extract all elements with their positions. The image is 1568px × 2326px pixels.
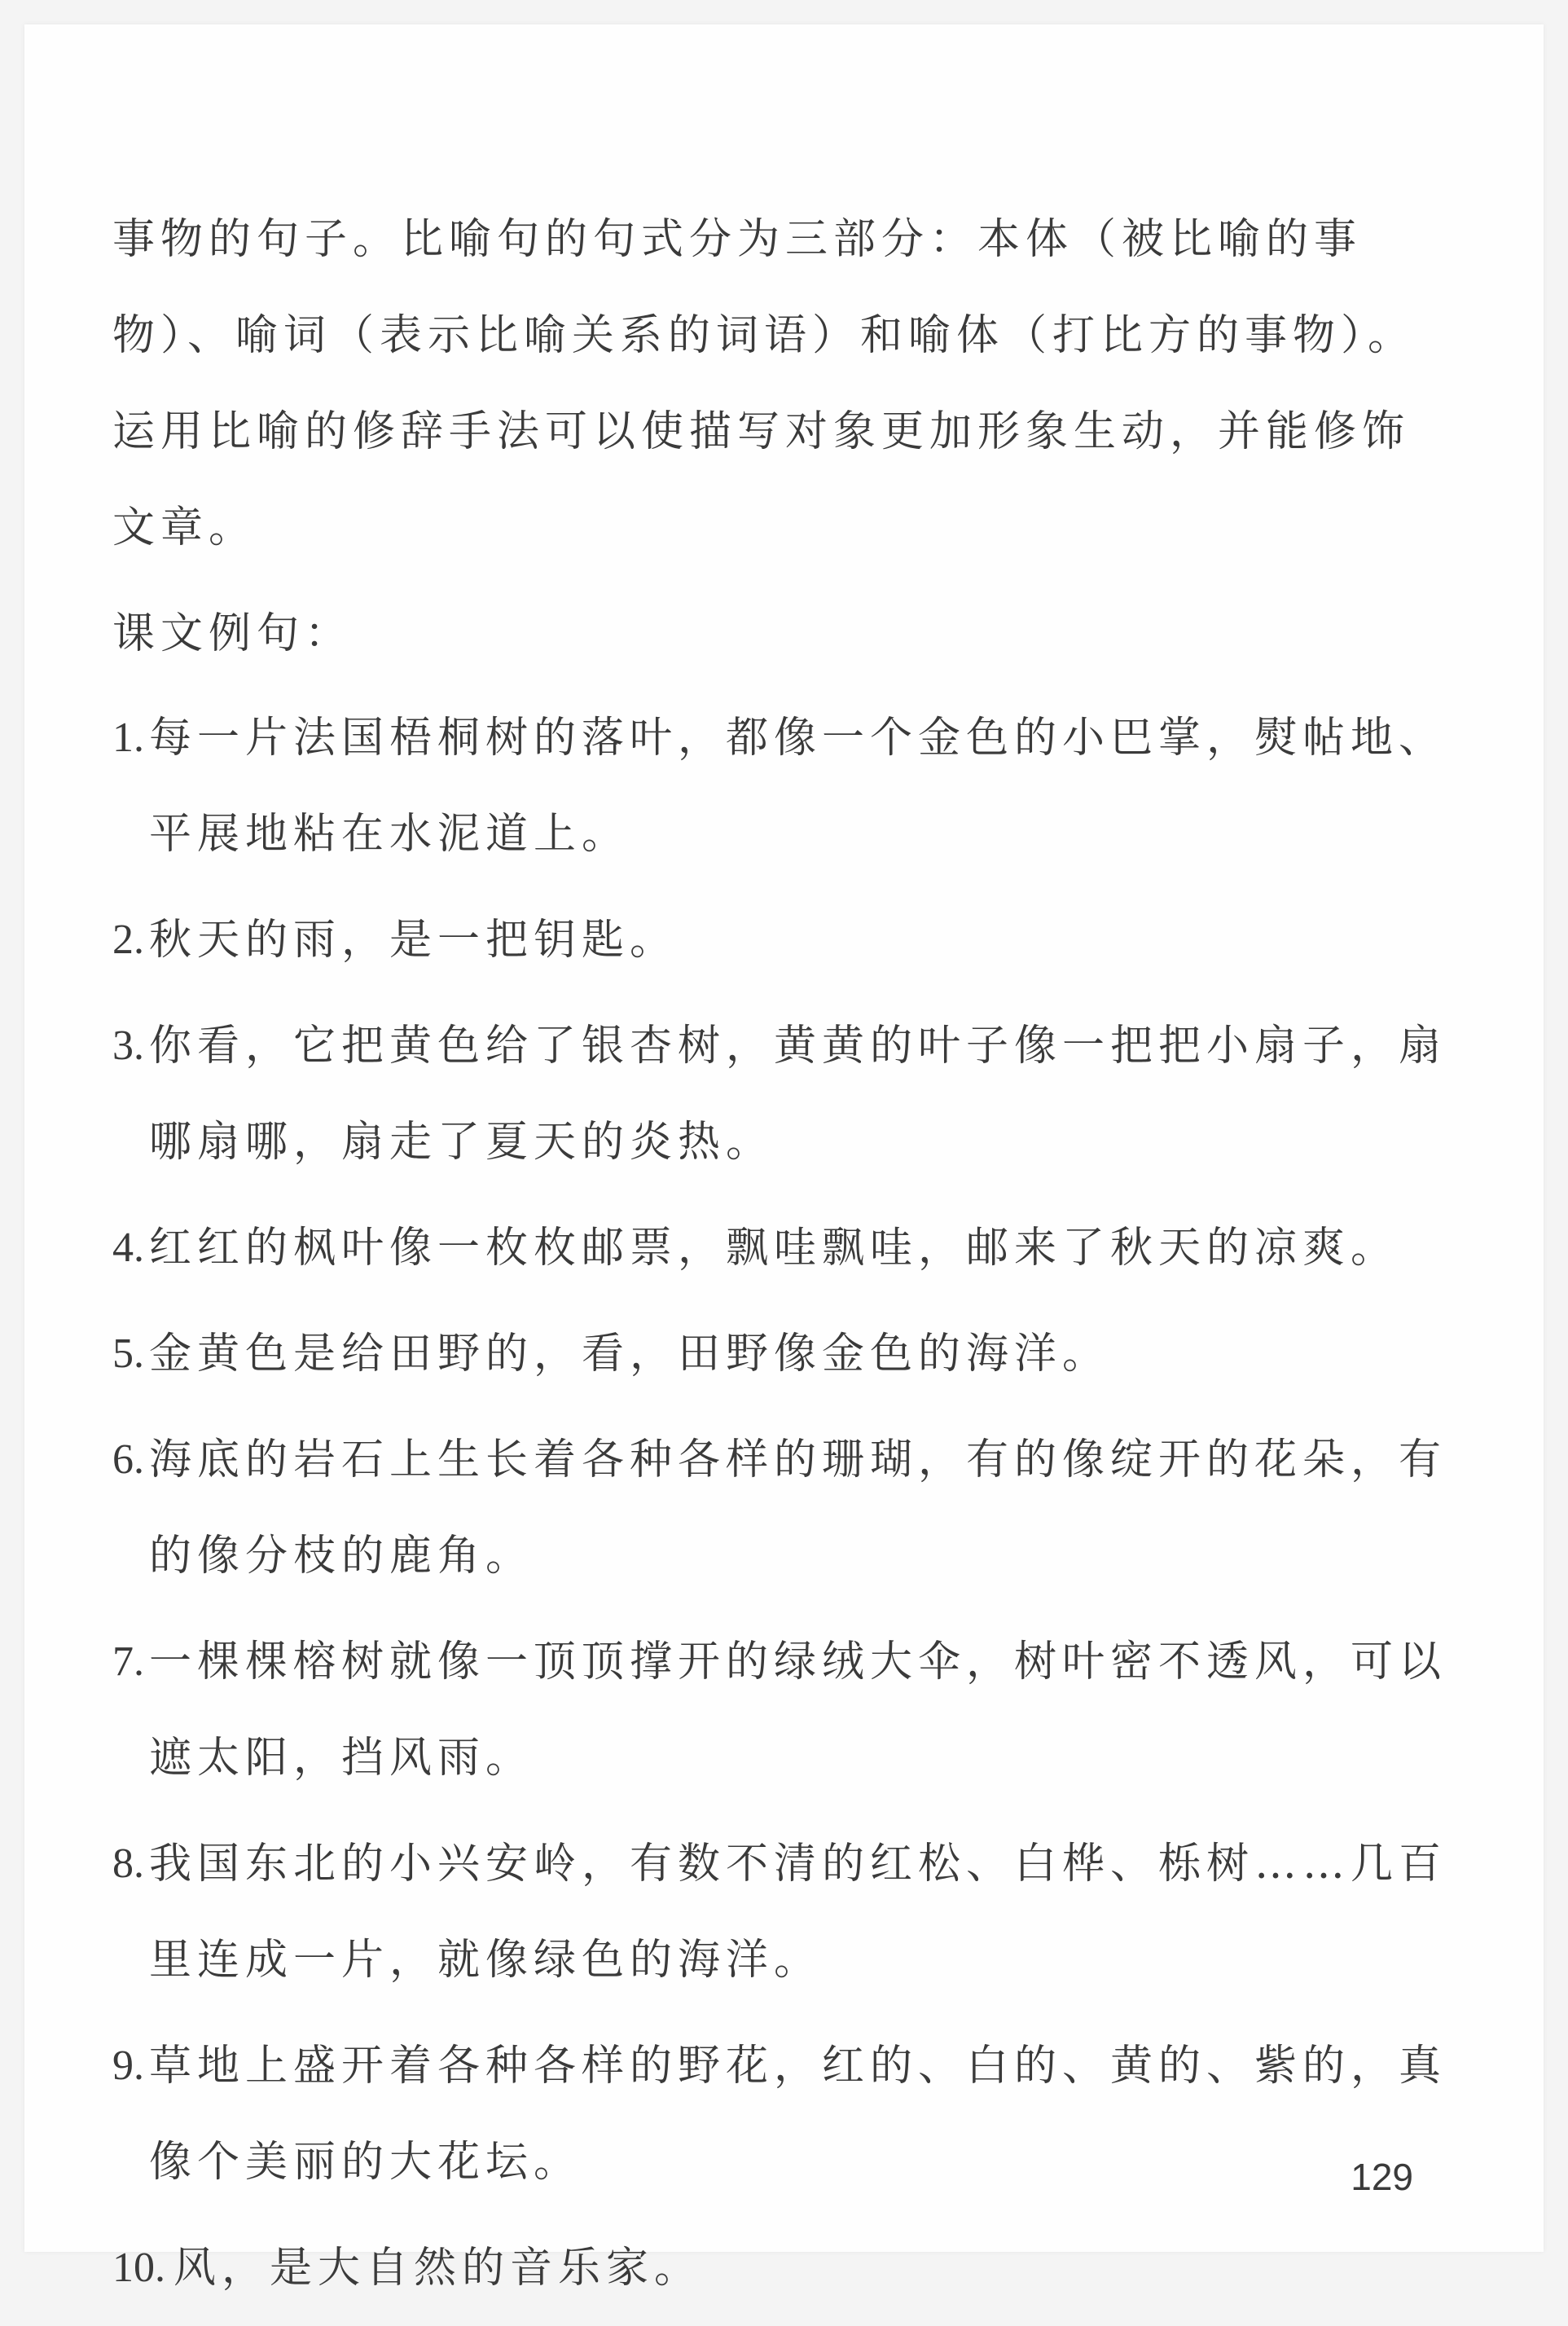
example-text: 我国东北的小兴安岭，有数不清的红松、白桦、栎树……几百里连成一片，就像绿色的海洋。 (149, 1840, 1447, 1985)
example-list (112, 690, 1448, 2316)
example-number: 2. (112, 917, 144, 963)
example-item-2 (112, 892, 1448, 988)
example-number: 5. (112, 1330, 144, 1377)
example-number: 6. (112, 1436, 144, 1483)
example-item-7 (112, 1614, 1448, 1806)
example-item-5 (112, 1306, 1448, 1402)
example-number: 10. (112, 2245, 165, 2291)
example-item-10 (112, 2220, 1448, 2316)
example-item-8 (112, 1816, 1448, 2008)
example-item-4 (112, 1200, 1448, 1296)
book-page (24, 24, 1544, 2293)
examples-label: 课文例句： (112, 609, 354, 658)
page-number: 129 (1351, 2156, 1413, 2198)
example-number: 8. (112, 1840, 144, 1887)
example-text: 秋天的雨，是一把钥匙。 (149, 916, 679, 965)
example-number: 1. (112, 715, 144, 761)
example-item-9 (112, 2018, 1448, 2210)
example-number: 9. (112, 2042, 144, 2089)
example-number: 7. (112, 1638, 144, 1685)
example-number: 3. (112, 1022, 144, 1069)
example-item-1 (112, 690, 1448, 882)
intro-paragraph: 事物的句子。比喻句的句式分为三部分：本体（被比喻的事物）、喻词（表示比喻关系的词语）和喻体（打比方的事物）。运用比喻的修辞手法可以使描写对象更加形象生动，并能修饰文章。 (112, 215, 1416, 552)
example-text: 红红的枫叶像一枚枚邮票，飘哇飘哇，邮来了秋天的凉爽。 (149, 1224, 1399, 1273)
example-text: 海底的岩石上生长着各种各样的珊瑚，有的像绽开的花朵，有的像分枝的鹿角。 (149, 1436, 1447, 1581)
example-text: 每一片法国梧桐树的落叶，都像一个金色的小巴掌，熨帖地、平展地粘在水泥道上。 (149, 714, 1447, 859)
example-item-6 (112, 1412, 1448, 1604)
example-text: 金黄色是给田野的，看，田野像金色的海洋。 (149, 1330, 1111, 1378)
example-item-3 (112, 998, 1448, 1190)
example-text: 草地上盛开着各种各样的野花，红的、白的、黄的、紫的，真像个美丽的大花坛。 (149, 2042, 1447, 2187)
page-content (112, 191, 1448, 2326)
example-number: 4. (112, 1225, 144, 1271)
example-text: 风，是大自然的音乐家。 (173, 2244, 703, 2293)
example-text: 你看，它把黄色给了银杏树，黄黄的叶子像一把把小扇子，扇哪扇哪，扇走了夏天的炎热。 (149, 1022, 1447, 1167)
example-text: 一棵棵榕树就像一顶顶撑开的绿绒大伞，树叶密不透风，可以遮太阳，挡风雨。 (149, 1638, 1447, 1783)
